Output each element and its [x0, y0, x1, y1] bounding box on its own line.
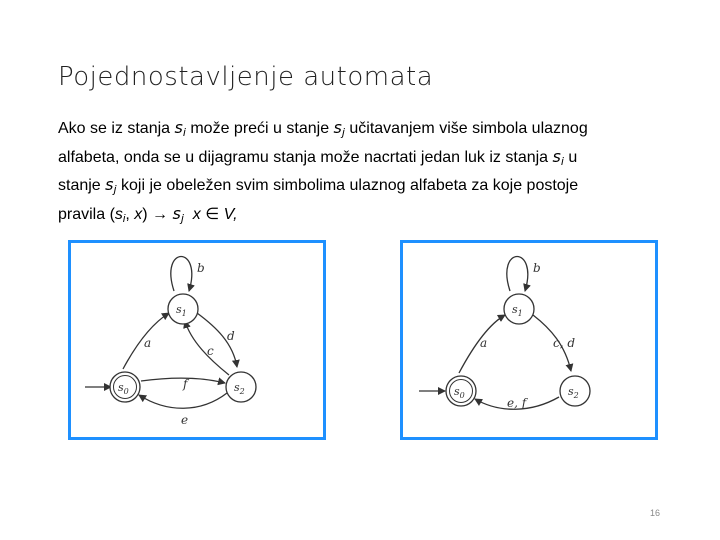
text-segment: učitavanjem više simbola ulaznog	[344, 120, 588, 137]
edge-label-cd: c, d	[553, 336, 576, 350]
symbol-v: V,	[223, 205, 238, 223]
slide-title: Pojednostavljenje automata	[58, 62, 434, 92]
state-symbol-sj: $s_j$	[172, 203, 184, 225]
edge-label-a: a	[480, 336, 488, 350]
symbol-x: x	[192, 205, 201, 223]
state-diagram-simplified	[403, 243, 655, 437]
edge-label-b: b	[197, 261, 205, 275]
paragraph-line-4	[58, 202, 668, 232]
diagram-panel-original	[68, 240, 326, 440]
edge-label-f: f	[183, 377, 188, 391]
state-label-s2: $s_2$	[568, 385, 579, 400]
state-label-s2: $s_2$	[234, 381, 245, 396]
text-segment: može preći u stanje	[185, 120, 334, 137]
text-segment: u	[563, 148, 578, 166]
paragraph-line-3	[58, 173, 668, 202]
arrow-icon: →	[152, 205, 169, 223]
edge-loop-s1	[171, 257, 192, 292]
edge-label-d: d	[227, 329, 235, 343]
state-diagram-original	[71, 243, 323, 437]
text-segment: stanje	[58, 177, 106, 194]
text-segment: pravila (	[58, 205, 115, 223]
state-label-s1: $s_1$	[512, 303, 523, 318]
edge-label-a: a	[144, 336, 152, 350]
text-segment: ,	[125, 205, 135, 223]
state-label-s0: $s_0$	[118, 381, 129, 396]
state-symbol-sj: $s_j$	[333, 118, 345, 139]
text-segment: alfabeta, onda se u dijagramu stanja može nacrtati jedan luk iz stanja	[58, 148, 553, 166]
text-segment	[184, 206, 193, 223]
paragraph-line-1	[58, 116, 668, 145]
edge-label-c: c	[207, 344, 214, 358]
text-segment: )	[142, 205, 153, 223]
state-symbol-sj: $s_j$	[105, 175, 117, 196]
edge-label-b: b	[533, 261, 541, 275]
state-label-s1: $s_1$	[176, 303, 187, 318]
symbol-x: x	[134, 205, 143, 223]
element-of-symbol: ∈	[200, 205, 224, 223]
state-symbol-si: $s_i$	[114, 205, 126, 225]
state-symbol-si: $s_i$	[552, 146, 564, 168]
edge-label-e: e	[181, 413, 189, 427]
page-number: 16	[650, 508, 661, 518]
edge-s2-s0	[139, 393, 227, 408]
description-paragraph	[58, 116, 668, 231]
edge-label-ef: e, f	[507, 396, 527, 410]
edge-loop-s1	[507, 257, 528, 292]
diagram-panel-simplified	[400, 240, 658, 440]
text-segment: koji je obeležen svim simbolima ulaznog alfabeta za koje postoje	[116, 177, 579, 194]
paragraph-line-2	[58, 145, 668, 174]
state-symbol-si: $s_i$	[174, 118, 186, 139]
text-segment: Ako se iz stanja	[58, 120, 175, 137]
state-label-s0: $s_0$	[454, 385, 465, 400]
